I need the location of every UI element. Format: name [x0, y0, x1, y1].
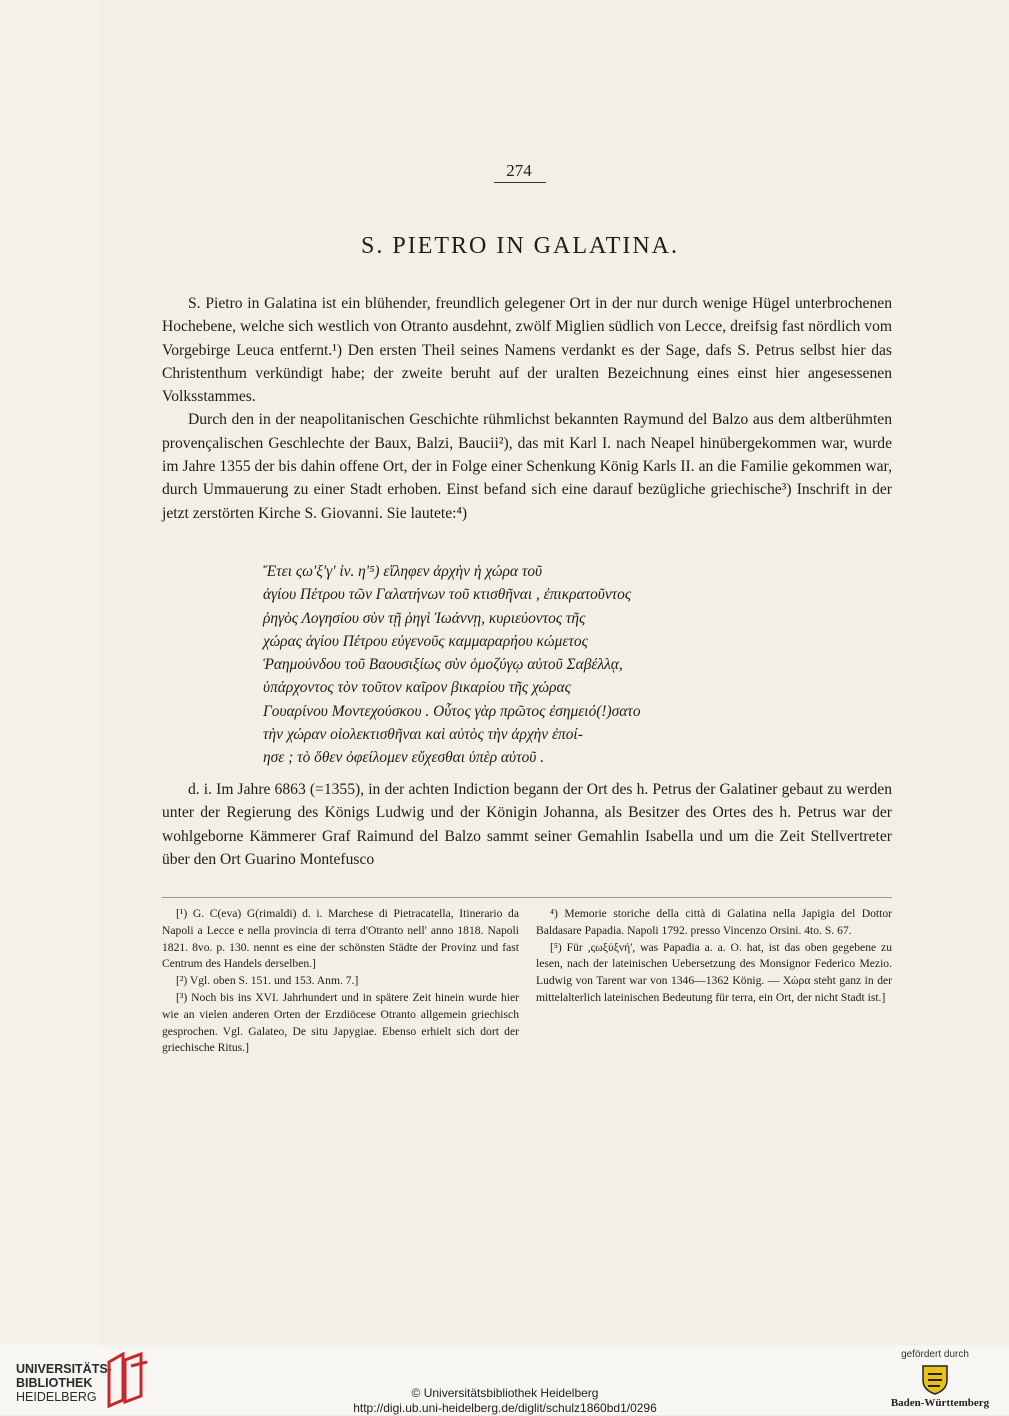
copyright-text: © Universitätsbibliothek Heidelberg [411, 1386, 599, 1400]
funded-by-label: gefördert durch [901, 1349, 969, 1360]
inscription-line: ησε ; τὸ ὅθεν ὀφείλομεν εὔχεσθαι ὑπὲρ αὐτοῦ . [263, 749, 545, 767]
library-logo-icon[interactable] [103, 1352, 149, 1408]
paragraph-1: S. Pietro in Galatina ist ein blühender, freundlich gelegener Ort in der nur durch wenige Hügel unterbrochenen Hochebene, welche sich westlich von Otranto ausdehnt, zwölf Miglien südlich von Lecce, dreifsig fast nördlich vom Vorgebirge Leuca entfernt.¹) Den ersten Theil seines Namens verdankt es der Sage, dafs S. Petrus selbst hier das Christenthum verkündigt habe; der zweite beruht auf der uralten Bezeichnung eines einst hier angesessenen Volksstammes. [162, 295, 892, 406]
translation-text [162, 778, 892, 871]
footnote-2: [²) Vgl. oben S. 151. und 153. Anm. 7.] [176, 974, 359, 988]
permalink-link[interactable]: http://digi.ub.uni-heidelberg.de/diglit/schulz1860bd1/0296 [353, 1401, 657, 1415]
inscription-line: Γουαρίνου Μοντεχούσκου . Οὗτος γὰρ πρῶτος ἐσημειό(!)σατο [263, 702, 641, 720]
greek-inscription [263, 560, 743, 770]
inscription-line: ὑπάρχοντος τὸν τοῦτον καῖρον βικαρίου τῆς χώρας [263, 679, 571, 697]
footnote-3: [³) Noch bis ins XVI. Jahrhundert und in spätere Zeit hinein wurde hier wie an vielen anderen Orten der Erzdiöcese Otranto allgemein griechisch gesprochen. Vgl. Galateo, De situ Japygiae. Ebenso erhielt sich dort der griechische Ritus.] [162, 990, 519, 1055]
footnotes-left [162, 906, 519, 1057]
footer-copyright [300, 1386, 710, 1416]
page-number-rule [494, 182, 546, 183]
library-logo-text[interactable]: UNIVERSITÄTS- BIBLIOTHEK HEIDELBERG [16, 1362, 112, 1404]
footnote-4: ⁴) Memorie storiche della città di Galatina nella Japigia del Dottor Baldasare Papadia. Napoli 1792. presso Vincenzo Orsini. 4to. S. 67. [536, 907, 892, 937]
paragraph-3: d. i. Im Jahre 6863 (=1355), in der achten Indiction begann der Ort des h. Petrus der Galatiner gebaut zu werden unter der Regierung des Königs Ludwig und der Königin Johanna, als Besitzer des Ortes des h. Petrus war der wohlgeborne Kämmerer Graf Raimund del Balzo sammt seiner Gemahlin Isabella und um die Zeit Stellvertreter über den Ort Guarino Montefusco [162, 781, 892, 868]
paragraph-2: Durch den in der neapolitanischen Geschichte rühmlichst bekannten Raymund del Balzo aus dem altberühmten provençalischen Geschlechte der Baux, Balzi, Baucii²), das mit Karl I. nach Neapel hinübergekommen war, wurde im Jahre 1355 der bis dahin offene Ort, der in Folge einer Schenkung König Karls II. an die Familie gekommen war, durch Ummauerung zu einer Stadt erhoben. Einst befand sich eine darauf bezügliche griechische³) Inschrift in der jetzt zerstörten Kirche S. Giovanni. Sie lautete:⁴) [162, 411, 892, 522]
inscription-line: Ῥαημούνδου τοῦ Βαουσιξίως σὺν ὁμοζύγῳ αὐτοῦ Σαβέλλᾳ, [263, 656, 623, 674]
footnotes-right [536, 906, 892, 1007]
page-title: S. PIETRO IN GALATINA. [361, 233, 679, 259]
body-text [162, 292, 892, 525]
footnote-1: [¹) G. C(eva) G(rimaldi) d. i. Marchese di Pietracatella, Itinerario da Napoli a Lecce e nella provincia di terra d'Otranto nell' anno 1818. Napoli 1821. 8vo. p. 130. nennt es eine der schönsten Städte der Provinz und fast Centrum des Handels derselben.] [162, 907, 519, 971]
funder-name[interactable]: Baden-Württemberg [890, 1397, 990, 1409]
inscription-line: ῥηγὸς Λογησίου σὺν τῇ ῥηγὶ Ἰωάννῃ, κυριεύοντος τῆς [263, 609, 586, 627]
baden-wuerttemberg-crest-icon[interactable] [918, 1362, 952, 1396]
footnote-divider [162, 897, 892, 898]
inscription-line: ἁγίου Πέτρου τῶν Γαλατήνων τοῦ κτισθῆναι , ἐπικρατοῦντος [263, 586, 632, 604]
inscription-line: τὴν χώραν οἰολεκτισθῆναι καὶ αὐτὸς τὴν ἀρχὴν ἐποί- [263, 726, 583, 744]
page-number: 274 [506, 161, 532, 180]
inscription-line: Ἔτει ςω'ξ'γ' ἰν. η'⁵) εἴληφεν ἀρχὴν ἡ χώρα τοῦ [263, 563, 543, 580]
inscription-line: χώρας ἁγίου Πέτρου εὐγενοῦς καμμαραρήου κώμετος [263, 632, 588, 650]
footnote-5: [⁵) Für ,ςωξύξνή', was Papadia a. a. O. hat, ist das oben gegebene zu lesen, nach der lateinischen Uebersetzung des Monsignor Federico Mezio. Ludwig von Tarent war von 1346—1362 König. — Χώρα steht ganz in der mittelalterlich lateinischen Bedeutung für terra, ein Ort, der nicht Stadt ist.] [536, 940, 892, 1004]
